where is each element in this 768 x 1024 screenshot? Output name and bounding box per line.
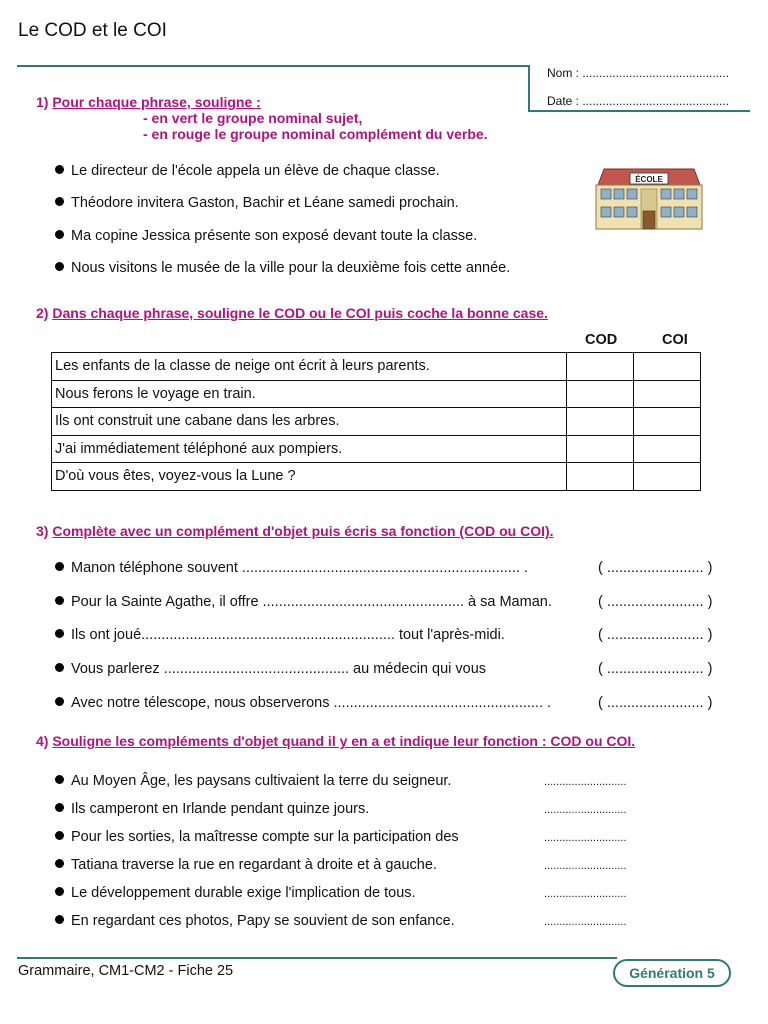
list-item: Ils ont joué............................................................... tout l'après-midi. bbox=[55, 627, 505, 643]
section-2-number: 2) bbox=[36, 305, 49, 321]
header-divider-right bbox=[528, 110, 750, 112]
section-1-instruction-red: - en rouge le groupe nominal complément du verbe. bbox=[143, 126, 488, 142]
table-row bbox=[52, 380, 701, 408]
list-item: En regardant ces photos, Papy se souvient de son enfance. bbox=[55, 913, 455, 929]
bullet-dot-icon bbox=[55, 596, 64, 605]
bullet-dot-icon bbox=[55, 262, 64, 271]
section-1-number: 1) bbox=[36, 94, 49, 110]
list-item: Avec notre télescope, nous observerons .................................................... . bbox=[55, 695, 551, 711]
bullet-dot-icon bbox=[55, 775, 64, 784]
list-item: Théodore invitera Gaston, Bachir et Léane samedi prochain. bbox=[55, 195, 459, 211]
table-cell-sentence: Les enfants de la classe de neige ont écrit à leurs parents. bbox=[52, 353, 567, 381]
checkbox-coi[interactable] bbox=[634, 380, 701, 408]
section-3-number: 3) bbox=[36, 523, 49, 539]
list-item: Le développement durable exige l'implication de tous. bbox=[55, 885, 416, 901]
answer-field[interactable]: ( ........................ ) bbox=[598, 560, 713, 576]
section-1-title: Pour chaque phrase, souligne : bbox=[52, 94, 261, 110]
bullet-dot-icon bbox=[55, 803, 64, 812]
bullet-dot-icon bbox=[55, 165, 64, 174]
checkbox-coi[interactable] bbox=[634, 353, 701, 381]
bullet-dot-icon bbox=[55, 663, 64, 672]
cod-coi-table bbox=[51, 352, 701, 491]
footer-reference: Grammaire, CM1-CM2 - Fiche 25 bbox=[18, 963, 234, 979]
table-cell-sentence: Nous ferons le voyage en train. bbox=[52, 380, 567, 408]
bullet-dot-icon bbox=[55, 887, 64, 896]
checkbox-cod[interactable] bbox=[567, 353, 634, 381]
bullet-dot-icon bbox=[55, 629, 64, 638]
school-sign: ÉCOLE bbox=[635, 175, 663, 184]
table-cell-sentence: J'ai immédiatement téléphoné aux pompiers. bbox=[52, 435, 567, 463]
checkbox-cod[interactable] bbox=[567, 380, 634, 408]
table-cell-sentence: Ils ont construit une cabane dans les arbres. bbox=[52, 408, 567, 436]
list-item: Nous visitons le musée de la ville pour la deuxième fois cette année. bbox=[55, 260, 510, 276]
bullet-dot-icon bbox=[55, 697, 64, 706]
section-3-heading bbox=[36, 523, 554, 539]
answer-field[interactable]: ( ........................ ) bbox=[598, 695, 713, 711]
list-item: Ils camperont en Irlande pendant quinze jours. bbox=[55, 801, 369, 817]
answer-field[interactable]: ........................... bbox=[544, 916, 627, 928]
list-item: Au Moyen Âge, les paysans cultivaient la terre du seigneur. bbox=[55, 773, 451, 789]
list-item: Manon téléphone souvent ..................................................................... . bbox=[55, 560, 528, 576]
answer-field[interactable]: ( ........................ ) bbox=[598, 661, 713, 677]
list-item: Tatiana traverse la rue en regardant à droite et à gauche. bbox=[55, 857, 437, 873]
section-2-title: Dans chaque phrase, souligne le COD ou le COI puis coche la bonne case. bbox=[52, 305, 548, 321]
answer-field[interactable]: ........................... bbox=[544, 832, 627, 844]
section-1-instruction-green: - en vert le groupe nominal sujet, bbox=[143, 110, 363, 126]
answer-field[interactable]: ........................... bbox=[544, 860, 627, 872]
footer-divider bbox=[17, 957, 617, 959]
header-divider bbox=[17, 65, 529, 67]
list-item: Le directeur de l'école appela un élève de chaque classe. bbox=[55, 163, 440, 179]
bullet-dot-icon bbox=[55, 562, 64, 571]
bullet-dot-icon bbox=[55, 915, 64, 924]
bullet-dot-icon bbox=[55, 859, 64, 868]
column-header-coi: COI bbox=[662, 332, 688, 348]
table-row bbox=[52, 463, 701, 491]
checkbox-coi[interactable] bbox=[634, 463, 701, 491]
checkbox-cod[interactable] bbox=[567, 463, 634, 491]
section-3-title: Complète avec un complément d'objet puis écris sa fonction (COD ou COI). bbox=[52, 523, 554, 539]
answer-field[interactable]: ( ........................ ) bbox=[598, 594, 713, 610]
list-item: Pour les sorties, la maîtresse compte sur la participation des bbox=[55, 829, 459, 845]
page-title: Le COD et le COI bbox=[18, 20, 167, 41]
header-divider-vertical bbox=[528, 65, 530, 111]
checkbox-coi[interactable] bbox=[634, 408, 701, 436]
bullet-dot-icon bbox=[55, 230, 64, 239]
table-cell-sentence: D'où vous êtes, voyez-vous la Lune ? bbox=[52, 463, 567, 491]
column-header-cod: COD bbox=[585, 332, 618, 348]
section-4-number: 4) bbox=[36, 733, 49, 749]
school-building-icon bbox=[592, 163, 706, 231]
checkbox-cod[interactable] bbox=[567, 408, 634, 436]
bullet-dot-icon bbox=[55, 197, 64, 206]
list-item: Pour la Sainte Agathe, il offre .................................................. à sa Maman. bbox=[55, 594, 552, 610]
publisher-badge: Génération 5 bbox=[613, 959, 731, 987]
answer-field[interactable]: ( ........................ ) bbox=[598, 627, 713, 643]
answer-field[interactable]: ........................... bbox=[544, 804, 627, 816]
list-item: Ma copine Jessica présente son exposé devant toute la classe. bbox=[55, 228, 477, 244]
answer-field[interactable]: ........................... bbox=[544, 776, 627, 788]
answer-field[interactable]: ........................... bbox=[544, 888, 627, 900]
name-field[interactable]: Nom : ............................................ bbox=[547, 66, 730, 80]
section-1-heading bbox=[36, 94, 261, 110]
bullet-dot-icon bbox=[55, 831, 64, 840]
section-2-heading bbox=[36, 305, 548, 321]
section-4-title: Souligne les compléments d'objet quand il y en a et indique leur fonction : COD ou COI. bbox=[52, 733, 636, 749]
list-item: Vous parlerez .............................................. au médecin qui vous bbox=[55, 661, 486, 677]
table-row bbox=[52, 408, 701, 436]
table-row bbox=[52, 435, 701, 463]
date-field[interactable]: Date : ............................................ bbox=[547, 94, 730, 108]
checkbox-coi[interactable] bbox=[634, 435, 701, 463]
table-row bbox=[52, 353, 701, 381]
checkbox-cod[interactable] bbox=[567, 435, 634, 463]
section-4-heading bbox=[36, 733, 635, 749]
